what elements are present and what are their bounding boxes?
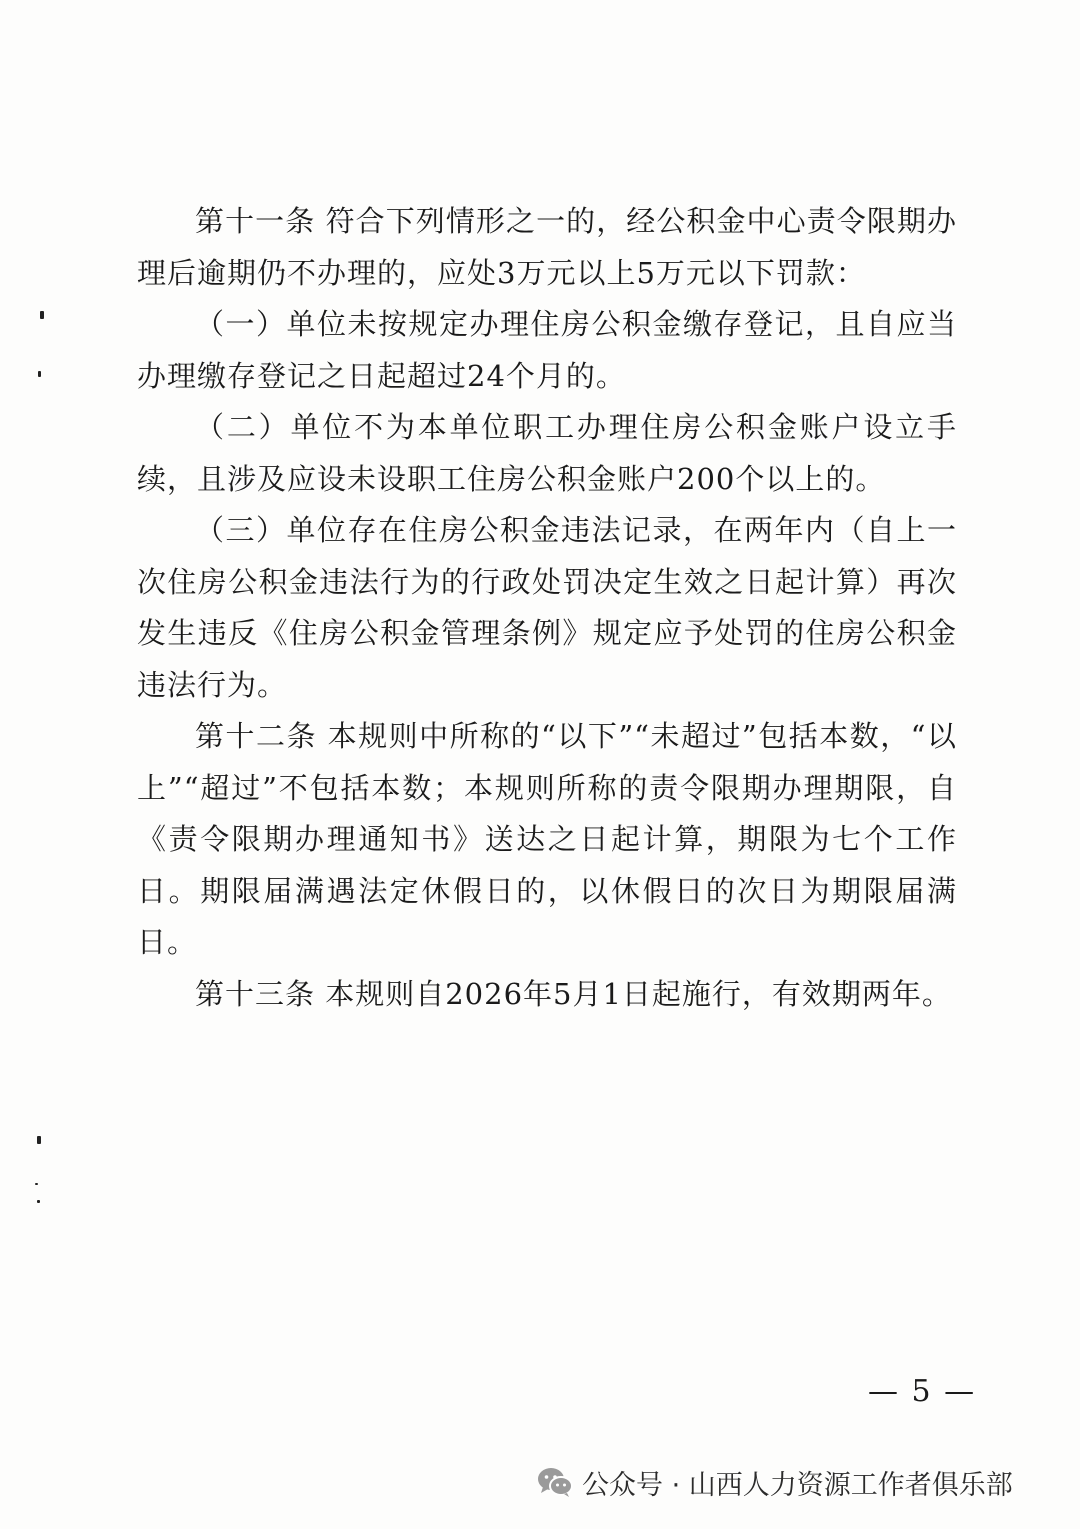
page-number: — 5 —: [868, 1374, 977, 1409]
scan-mark: [35, 1183, 38, 1185]
scan-mark: [40, 311, 44, 319]
wechat-icon: [536, 1466, 574, 1498]
wechat-footer: [536, 1462, 1013, 1502]
scan-mark: [37, 1136, 41, 1144]
article-11-item-1: （一）单位未按规定办理住房公积金缴存登记，且自应当办理缴存登记之日起超过24个月的。: [137, 307, 957, 393]
document-body: [137, 196, 957, 1020]
article-11-item-2: （二）单位不为本单位职工办理住房公积金账户设立手续，且涉及应设未设职工住房公积金账户200个以上的。: [137, 410, 957, 496]
scan-mark: [37, 1200, 40, 1203]
article-13-paragraph: 第十三条 本规则自2026年5月1日起施行，有效期两年。: [195, 976, 952, 1011]
article-11-item-3: （三）单位存在住房公积金违法记录，在两年内（自上一次住房公积金违法行为的行政处罚决定生效之日起计算）再次发生违反《住房公积金管理条例》规定应予处罚的住房公积金违法行为。: [137, 513, 957, 702]
article-12-paragraph: 第十二条 本规则中所称的“以下”“未超过”包括本数，“以上”“超过”不包括本数；本规则所称的责令限期办理期限，自《责令限期办理通知书》送达之日起计算，期限为七个工作日。期限届满遇法定休假日的，以休假日的次日为期限届满日。: [137, 719, 957, 959]
scan-mark: [38, 371, 41, 377]
article-11-paragraph: 第十一条 符合下列情形之一的，经公积金中心责令限期办理后逾期仍不办理的，应处3万元以上5万元以下罚款：: [137, 204, 957, 290]
footer-account-text: 公众号 · 山西人力资源工作者俱乐部: [582, 1469, 1013, 1501]
